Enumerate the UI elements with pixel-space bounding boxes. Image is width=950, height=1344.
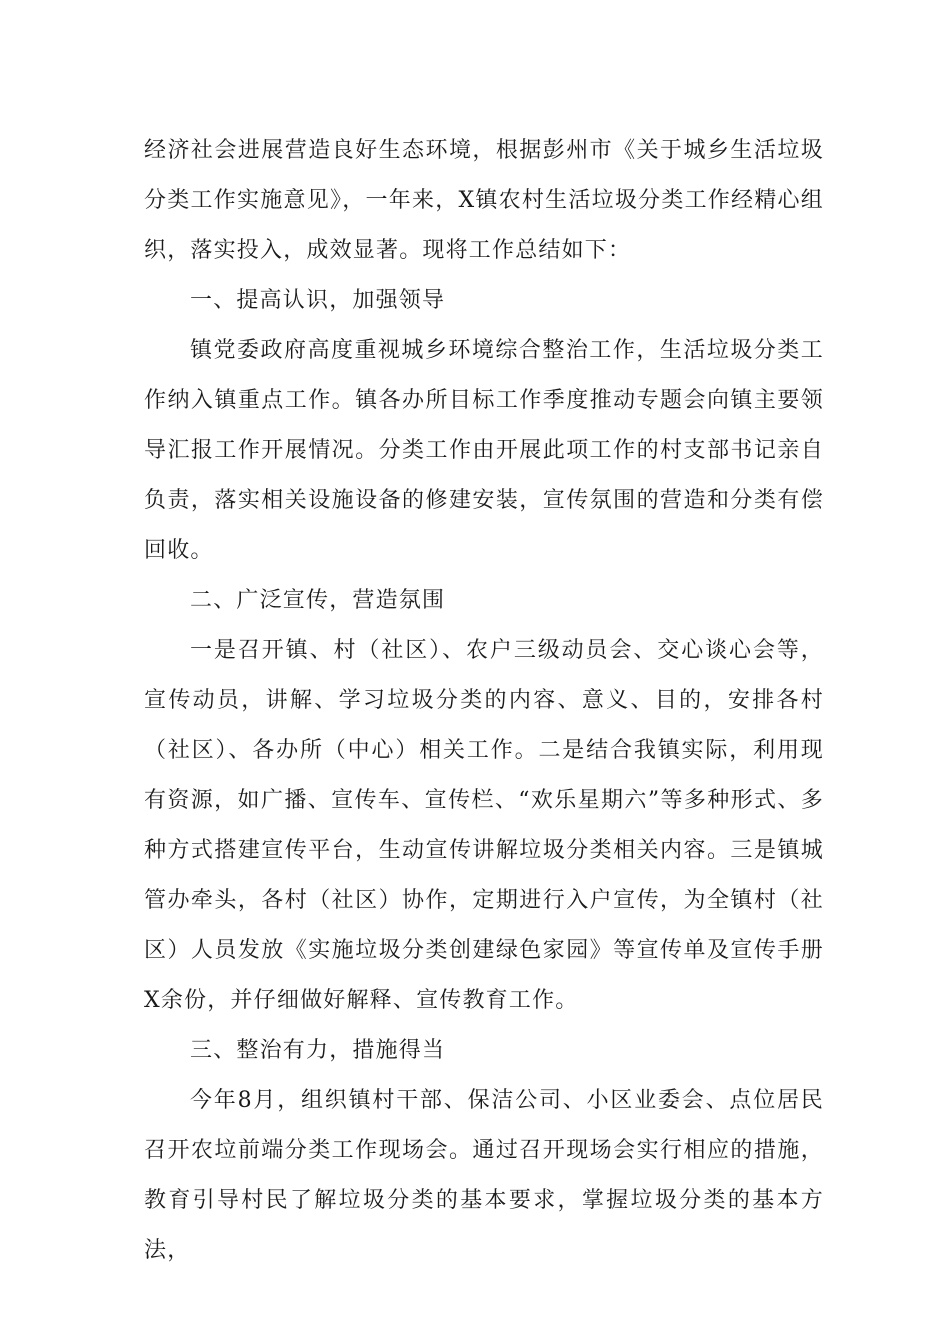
document-body (144, 126, 824, 1276)
paragraph-section-3: 今年8月，组织镇村干部、保洁公司、小区业委会、点位居民召开农垃前端分类工作现场会。通过召开现场会实行相应的措施，教育引导村民了解垃圾分类的基本要求，掌握垃圾分类的基本方法， (144, 1088, 824, 1263)
section-heading-1: 一、提高认识，加强领导 (190, 288, 446, 313)
section-heading-3: 三、整治有力，措施得当 (190, 1038, 446, 1063)
paragraph-section-1: 镇党委政府高度重视城乡环境综合整治工作，生活垃圾分类工作纳入镇重点工作。镇各办所目标工作季度推动专题会向镇主要领导汇报工作开展情况。分类工作由开展此项工作的村支部书记亲自负责，落实相关设施设备的修建安装，宣传氛围的营造和分类有偿回收。 (144, 338, 824, 563)
paragraph-intro: 经济社会进展营造良好生态环境，根据彭州市《关于城乡生活垃圾分类工作实施意见》，一年来，X镇农村生活垃圾分类工作经精心组织，落实投入，成效显著。现将工作总结如下： (144, 138, 824, 263)
section-heading-2: 二、广泛宣传，营造氛围 (190, 588, 446, 613)
paragraph-section-2: 一是召开镇、村（社区）、农户三级动员会、交心谈心会等，宣传动员，讲解、学习垃圾分类的内容、意义、目的，安排各村（社区）、各办所（中心）相关工作。二是结合我镇实际，利用现有资源，如广播、宣传车、宣传栏、“欢乐星期六”等多种形式、多种方式搭建宣传平台，生动宣传讲解垃圾分类相关内容。三是镇城管办牵头，各村（社区）协作，定期进行入户宣传，为全镇村（社区）人员发放《实施垃圾分类创建绿色家园》等宣传单及宣传手册X余份，并仔细做好解释、宣传教育工作。 (144, 638, 824, 1013)
